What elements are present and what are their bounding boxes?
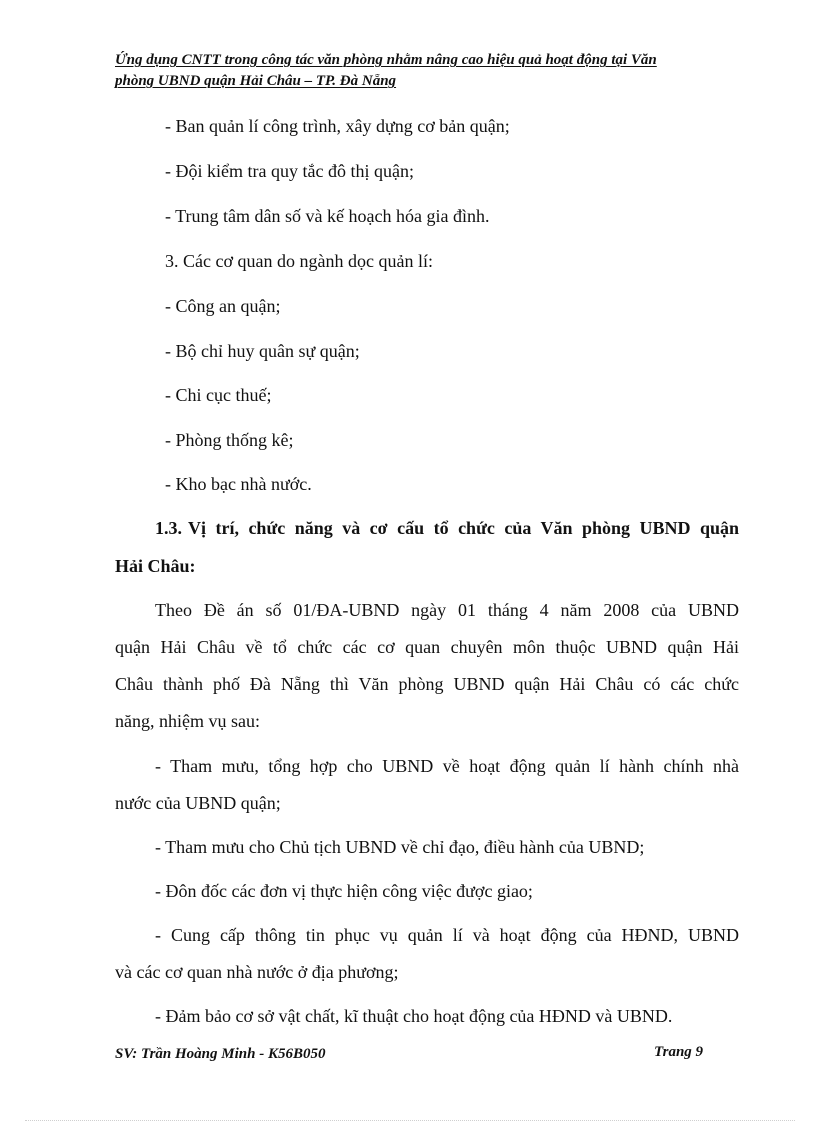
header-line-2: phòng UBND quận Hải Châu – TP. Đà Nẵng (115, 73, 397, 89)
section-title-line-2: Hải Châu: (115, 556, 196, 576)
paragraph-line-2: quận Hải Châu về tổ chức các cơ quan chuyên môn thuộc UBND quận Hải (115, 637, 739, 657)
paragraph-line-3: Châu thành phố Đà Nẵng thì Văn phòng UBND quận Hải Châu có các chức (115, 674, 739, 694)
duty-1-line-1: - Tham mưu, tổng hợp cho UBND về hoạt động quản lí hành chính nhà (155, 756, 739, 776)
list-item: - Phòng thống kê; (165, 430, 294, 450)
section-1-3-heading (155, 518, 739, 539)
list-item: - Kho bạc nhà nước. (165, 474, 312, 494)
list-item: - Chi cục thuế; (165, 385, 272, 405)
duty-4-line-1: - Cung cấp thông tin phục vụ quản lí và hoạt động của HĐND, UBND (155, 925, 739, 945)
section-title-line-1: Vị trí, chức năng và cơ cấu tổ chức của Văn phòng UBND quận (188, 518, 739, 538)
paragraph-line-4: năng, nhiệm vụ sau: (115, 711, 260, 731)
section-number: 1.3. (155, 518, 182, 538)
list-item: - Đội kiểm tra quy tắc đô thị quận; (165, 161, 414, 181)
duty-3: - Đôn đốc các đơn vị thực hiện công việc được giao; (155, 881, 533, 901)
duty-4-line-2: và các cơ quan nhà nước ở địa phương; (115, 962, 399, 982)
list-item: - Bộ chỉ huy quân sự quận; (165, 341, 360, 361)
paragraph-line-1: Theo Đề án số 01/ĐA-UBND ngày 01 tháng 4 năm 2008 của UBND (155, 600, 739, 620)
duty-5: - Đảm bảo cơ sở vật chất, kĩ thuật cho hoạt động của HĐND và UBND. (155, 1006, 673, 1026)
list-item: - Công an quận; (165, 296, 281, 316)
page-header (115, 50, 735, 92)
footer-author: SV: Trần Hoàng Minh - K56B050 (115, 1046, 326, 1062)
duty-1-line-2: nước của UBND quận; (115, 793, 281, 813)
page-bottom-divider (25, 1120, 795, 1121)
header-line-1: Ứng dụng CNTT trong công tác văn phòng nhằm nâng cao hiệu quả hoạt động tại Văn (115, 52, 657, 68)
duty-2: - Tham mưu cho Chủ tịch UBND về chỉ đạo, điều hành của UBND; (155, 837, 645, 857)
section-3-heading: 3. Các cơ quan do ngành dọc quản lí: (165, 251, 433, 271)
footer-page-number: Trang 9 (654, 1044, 704, 1060)
list-item: - Trung tâm dân số và kế hoạch hóa gia đình. (165, 206, 490, 226)
list-item: - Ban quản lí công trình, xây dựng cơ bản quận; (165, 116, 510, 136)
